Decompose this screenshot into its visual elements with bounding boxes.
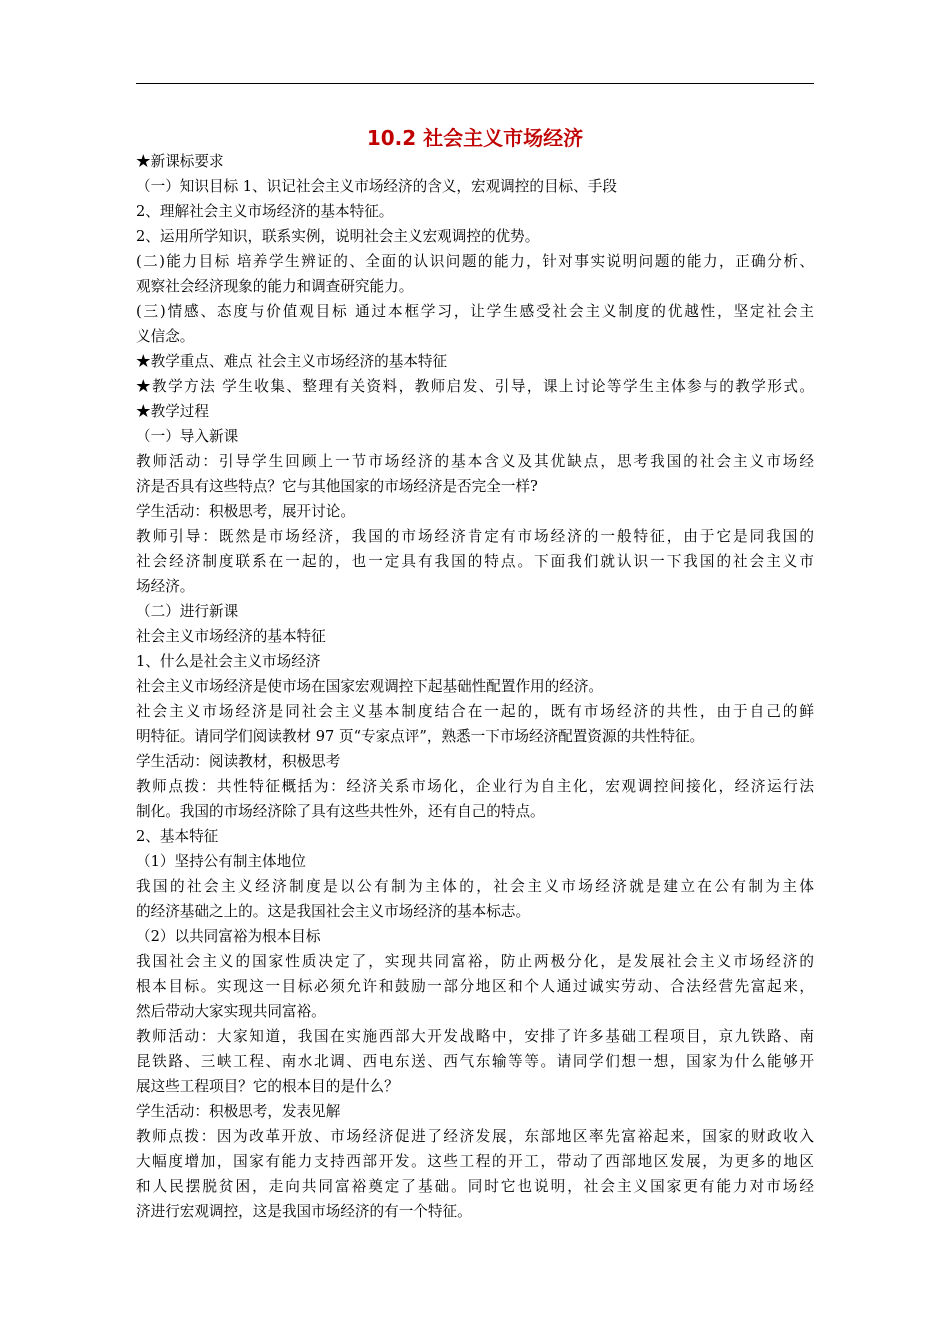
text-line: 1、什么是社会主义市场经济 (136, 653, 321, 670)
text-line: (三)情感、态度与价值观目标 通过本框学习，让学生感受社会主义制度的优越性，坚定社会主 (136, 303, 814, 320)
text-line: 教师引导：既然是市场经济，我国的市场经济肯定有市场经济的一般特征，由于它是同我国的 (136, 528, 814, 545)
text-line: 我国的社会主义经济制度是以公有制为主体的，社会主义市场经济就是建立在公有制为主体 (136, 878, 814, 895)
text-line: （一）导入新课 (136, 428, 239, 445)
text-line: 教师点拨：因为改革开放、市场经济促进了经济发展，东部地区率先富裕起来，国家的财政收入 (136, 1128, 814, 1145)
text-line: 2、基本特征 (136, 828, 219, 845)
document-title: 10.2 社会主义市场经济 (366, 126, 584, 150)
text-line: 学生活动：积极思考，发表见解 (136, 1103, 341, 1120)
text-line: （二）进行新课 (136, 603, 239, 620)
text-line: 明特征。请同学们阅读教材 97 页“专家点评”，熟悉一下市场经济配置资源的共性特征。 (136, 728, 705, 745)
text-line: 学生活动：阅读教材，积极思考 (136, 753, 341, 770)
text-line: 学生活动：积极思考，展开讨论。 (136, 503, 355, 520)
text-line: 教师活动：引导学生回顾上一节市场经济的基本含义及其优缺点，思考我国的社会主义市场经 (136, 453, 814, 470)
text-line: 社会主义市场经济的基本特征 (136, 628, 326, 645)
text-line: 2、理解社会主义市场经济的基本特征。 (136, 203, 394, 220)
text-line: 教师活动：大家知道，我国在实施西部大开发战略中，安排了许多基础工程项目，京九铁路、南 (136, 1028, 814, 1045)
document-body (136, 149, 814, 1224)
text-line: 2、运用所学知识，联系实例，说明社会主义宏观调控的优势。 (136, 228, 540, 245)
text-line: 我国社会主义的国家性质决定了，实现共同富裕，防止两极分化，是发展社会主义市场经济的 (136, 953, 814, 970)
text-line: 根本目标。实现这一目标必须允许和鼓励一部分地区和个人通过诚实劳动、合法经营先富起来， (136, 978, 814, 995)
text-line: 展这些工程项目？它的根本目的是什么？ (136, 1078, 399, 1095)
text-line: （2）以共同富裕为根本目标 (136, 928, 321, 945)
text-line: (二)能力目标 培养学生辨证的、全面的认识问题的能力，针对事实说明问题的能力，正确分析、 (136, 253, 814, 270)
text-line: 场经济。 (136, 578, 195, 595)
text-line: ★教学过程 (136, 403, 209, 420)
text-line: 的经济基础之上的。这是我国社会主义市场经济的基本标志。 (136, 903, 531, 920)
text-line: 制化。我国的市场经济除了具有这些共性外，还有自己的特点。 (136, 803, 545, 820)
text-line: 大幅度增加，国家有能力支持西部开发。这些工程的开工，带动了西部地区发展，为更多的地区 (136, 1153, 814, 1170)
text-line: 社会主义市场经济是同社会主义基本制度结合在一起的，既有市场经济的共性，由于自己的鲜 (136, 703, 814, 720)
text-line: ★教学重点、难点 社会主义市场经济的基本特征 (136, 353, 448, 370)
text-line: ★教学方法 学生收集、整理有关资料，教师启发、引导，课上讨论等学生主体参与的教学形式。 (136, 378, 814, 395)
text-line: 济进行宏观调控，这是我国市场经济的有一个特征。 (136, 1203, 472, 1220)
text-line: 昆铁路、三峡工程、南水北调、西电东送、西气东输等等。请同学们想一想，国家为什么能够开 (136, 1053, 814, 1070)
text-line: ★新课标要求 (136, 153, 224, 170)
text-line: （一）知识目标 1、识记社会主义市场经济的含义，宏观调控的目标、手段 (136, 178, 617, 195)
text-line: 然后带动大家实现共同富裕。 (136, 1003, 326, 1020)
text-line: 社会经济制度联系在一起的，也一定具有我国的特点。下面我们就认识一下我国的社会主义市 (136, 553, 814, 570)
text-line: 和人民摆脱贫困，走向共同富裕奠定了基础。同时它也说明，社会主义国家更有能力对市场经 (136, 1178, 814, 1195)
text-line: 观察社会经济现象的能力和调查研究能力。 (136, 278, 414, 295)
text-line: 济是否具有这些特点？它与其他国家的市场经济是否完全一样? (136, 478, 538, 495)
text-line: 社会主义市场经济是使市场在国家宏观调控下起基础性配置作用的经济。 (136, 678, 604, 695)
text-line: （1）坚持公有制主体地位 (136, 853, 306, 870)
header-rule (136, 83, 814, 84)
text-line: 义信念。 (136, 328, 195, 345)
text-line: 教师点拨：共性特征概括为：经济关系市场化，企业行为自主化，宏观调控间接化，经济运行法 (136, 778, 814, 795)
